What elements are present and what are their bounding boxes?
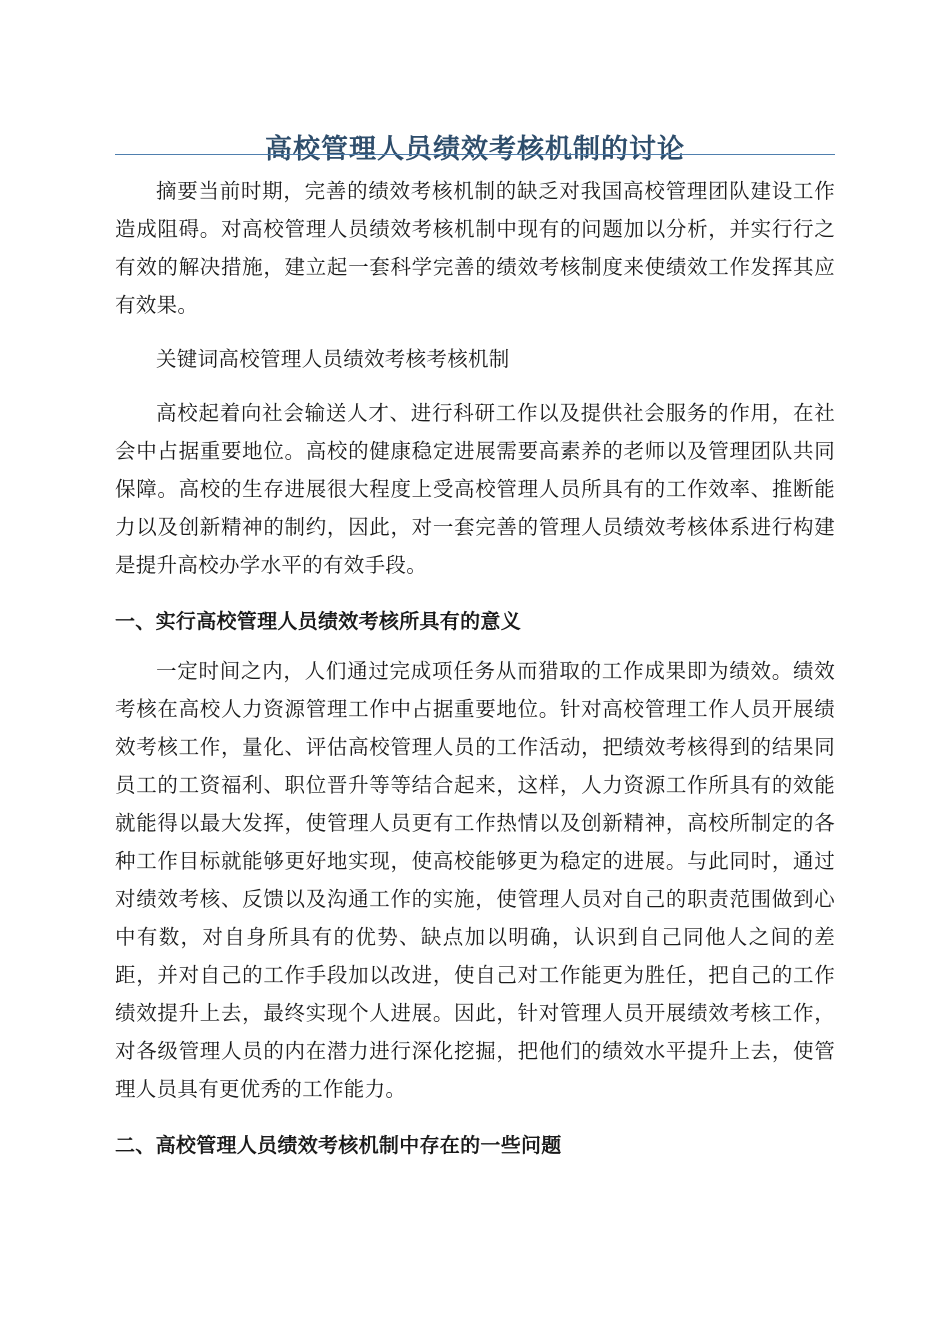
title-underline (115, 154, 835, 155)
section-2-heading: 二、高校管理人员绩效考核机制中存在的一些问题 (115, 1133, 562, 1157)
document-body (115, 172, 835, 1164)
abstract-paragraph: 摘要当前时期，完善的绩效考核机制的缺乏对我国高校管理团队建设工作造成阻碍。对高校管理人员绩效考核机制中现有的问题加以分析，并实行行之有效的解决措施，建立起一套科学完善的绩效考核制度来使绩效工作发挥其应有效果。 (115, 179, 835, 317)
keywords-paragraph: 关键词高校管理人员绩效考核考核机制 (156, 347, 510, 371)
intro-paragraph: 高校起着向社会输送人才、进行科研工作以及提供社会服务的作用，在社会中占据重要地位。高校的健康稳定进展需要高素养的老师以及管理团队共同保障。高校的生存进展很大程度上受高校管理人员所具有的工作效率、推断能力以及创新精神的制约，因此，对一套完善的管理人员绩效考核体系进行构建是提升高校办学水平的有效手段。 (115, 401, 835, 577)
section-1-heading: 一、实行高校管理人员绩效考核所具有的意义 (115, 609, 521, 633)
document-title: 高校管理人员绩效考核机制的讨论 (265, 134, 685, 166)
section-1-paragraph: 一定时间之内，人们通过完成项任务从而猎取的工作成果即为绩效。绩效考核在高校人力资源管理工作中占据重要地位。针对高校管理工作人员开展绩效考核工作，量化、评估高校管理人员的工作活动，把绩效考核得到的结果同员工的工资福利、职位晋升等等结合起来，这样，人力资源工作所具有的效能就能得以最大发挥，使管理人员更有工作热情以及创新精神，高校所制定的各种工作目标就能够更好地实现，使高校能够更为稳定的进展。与此同时，通过对绩效考核、反馈以及沟通工作的实施，使管理人员对自己的职责范围做到心中有数，对自身所具有的优势、缺点加以明确，认识到自己同他人之间的差距，并对自己的工作手段加以改进，使自己对工作能更为胜任，把自己的工作绩效提升上去，最终实现个人进展。因此，针对管理人员开展绩效考核工作，对各级管理人员的内在潜力进行深化挖掘，把他们的绩效水平提升上去，使管理人员具有更优秀的工作能力。 (115, 659, 835, 1101)
